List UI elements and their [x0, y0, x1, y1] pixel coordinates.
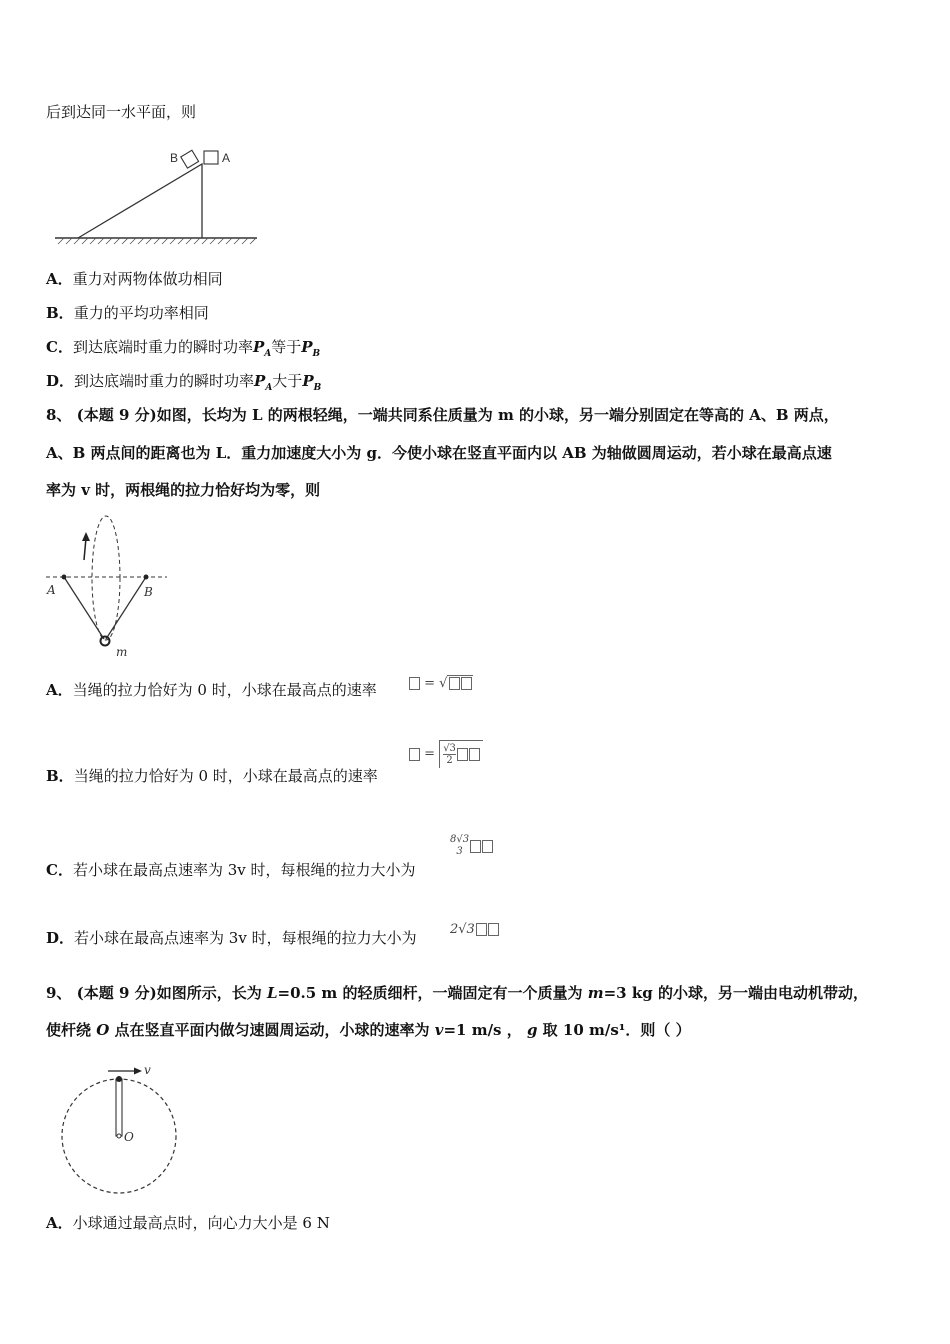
label-o: O — [124, 1130, 134, 1144]
arrow-right-icon — [134, 1068, 142, 1075]
incline-figure — [50, 140, 265, 250]
q8-math-a: = √ — [408, 676, 473, 691]
ball — [116, 1076, 122, 1082]
q8-math-d: 2√3 — [450, 922, 499, 937]
rod-circle-figure — [58, 1062, 183, 1198]
ball — [101, 637, 110, 646]
label-a: A — [47, 583, 56, 597]
label-a: A — [222, 151, 231, 165]
q7-option-a: A．重力对两物体做功相同 — [46, 270, 223, 288]
q8-line-1: 8、 (本题 9 分)如图，长均为 L 的两根轻绳，一端共同系住质量为 m 的小球，另一端分别固定在等高的 A、B 两点， — [46, 406, 839, 424]
q8-option-c: C．若小球在最高点速率为 3v 时，每根绳的拉力大小为 — [46, 861, 416, 879]
q9-option-a: A．小球通过最高点时，向心力大小是 6 N — [46, 1214, 330, 1232]
q8-math-b: = $\frac{√3}{2}$ — [408, 740, 483, 768]
q8-line-3: 率为 v 时，两根绳的拉力恰好均为零，则 — [46, 481, 321, 499]
arrow-up-icon — [82, 532, 90, 541]
q8-math-c: 8√3 3 — [450, 834, 493, 858]
q9-line-2: 使杆绕 O 点在竖直平面内做匀速圆周运动，小球的速率为 v=1 m/s ， g 取 10 m/s¹．则（ ） — [46, 1021, 691, 1039]
label-b: B — [144, 585, 153, 599]
block-b — [181, 150, 199, 168]
q8-line-2: A、B 两点间的距离也为 L．重力加速度大小为 g．今使小球在竖直平面内以 AB 为轴做圆周运动，若小球在最高点速 — [46, 444, 832, 462]
q8-option-d: D．若小球在最高点速率为 3v 时，每根绳的拉力大小为 — [46, 929, 417, 947]
block-a — [204, 151, 218, 164]
intro-line: 后到达同一水平面，则 — [46, 103, 197, 121]
q8-option-b: B．当绳的拉力恰好为 0 时，小球在最高点的速率 — [46, 767, 378, 785]
q7-option-d: D．到达底端时重力的瞬时功率$P_A$大于$P_B$ — [46, 372, 322, 393]
q9-line-1: 9、 (本题 9 分)如图所示，长为 L=0.5 m 的轻质细杆，一端固定有一个质量为 m=3 kg 的小球，另一端由电动机带动， — [46, 984, 868, 1002]
label-m: m — [116, 645, 128, 659]
q8-option-a: A．当绳的拉力恰好为 0 时，小球在最高点的速率 — [46, 681, 377, 699]
label-v: v — [144, 1063, 151, 1077]
q7-option-c: C．到达底端时重力的瞬时功率$P_A$等于$P_B$ — [46, 338, 321, 359]
label-b: B — [170, 151, 179, 165]
rope-ball-figure — [44, 508, 169, 660]
q7-option-b: B．重力的平均功率相同 — [46, 304, 209, 322]
